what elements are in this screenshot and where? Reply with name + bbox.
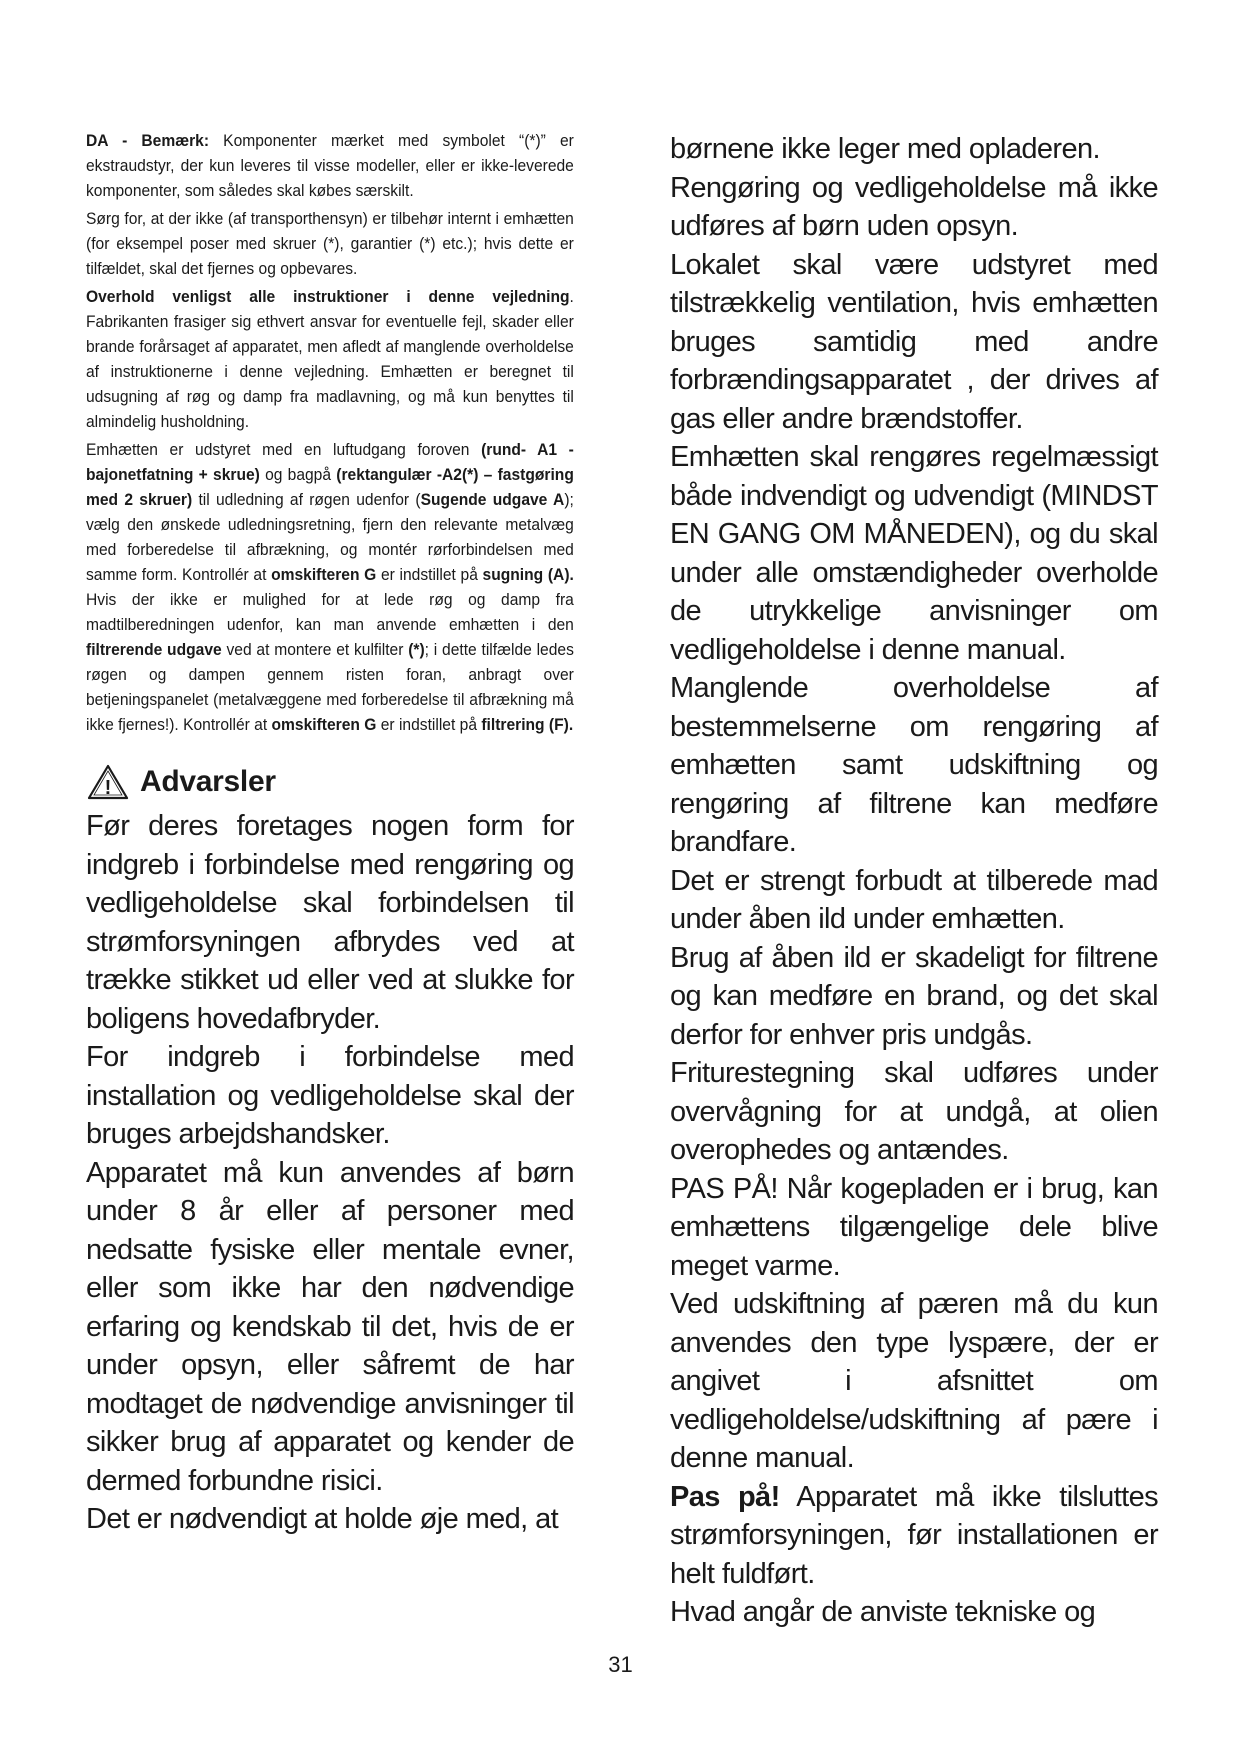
warning-paragraph: børnene ikke leger med opladeren.	[670, 133, 1100, 165]
notes-block	[86, 128, 574, 737]
warning-paragraph: Brug af åben ild er skadeligt for filtrene og kan medføre en brand, og det skal derfor for enhver pris undgås.	[670, 941, 1158, 1051]
warning-paragraph: Manglende overholdelse af bestemmelserne om rengøring af emhætten samt udskiftning og rengøring af filtrene kan medføre brandfare.	[670, 672, 1158, 858]
warnings-heading	[86, 763, 574, 801]
warning-paragraph: Friturestegning skal udføres under overvågning for at undgå, at olien overophedes og antændes.	[670, 1057, 1158, 1166]
warning-paragraph: Rengøring og vedligeholdelse må ikke udføres af børn uden opsyn.	[670, 171, 1158, 242]
page-number: 31	[608, 1652, 633, 1677]
warning-paragraph: Hvad angår de anviste tekniske og	[670, 1596, 1096, 1628]
note-paragraph: Overhold venligst alle instruktioner i denne vejledning. Fabrikanten frasiger sig ethvert ansvar for eventuelle fejl, skader eller brande forårsaget af apparatet, men afledt af manglende overholdelse af instruktionerne i denne vejledning. Emhætten er beregnet til udsugning af røg og damp fra madlavning, og må kun benyttes til almindelig husholdning.	[86, 287, 574, 431]
note-paragraph: Sørg for, at der ikke (af transporthensyn) er tilbehør internt i emhætten (for eksempel poser med skruer (*), garantier (*) etc.); hvis dette er tilfældet, skal det fjernes og opbevares.	[86, 209, 574, 278]
warning-paragraph: Det er strengt forbudt at tilberede mad under åben ild under emhætten.	[670, 864, 1158, 935]
note-paragraph: DA - Bemærk: Komponenter mærket med symbolet “(*)” er ekstraudstyr, der kun leveres til visse modeller, eller er ikke-leverede komponenter, som således skal købes særskilt.	[86, 131, 574, 200]
svg-text:!: !	[104, 777, 112, 799]
note-paragraph: Emhætten er udstyret med en luftudgang foroven (rund- A1 - bajonetfatning + skrue) og bagpå (rektangulær -A2(*) – fastgøring med 2 skruer) til udledning af røgen udenfor (Sugende udgave A); vælg den ønskede udledningsretning, fjern den relevante metalvæg med forberedelse til afbrækning, og montér rørforbindelsen med samme form. Kontrollér at omskifteren G er indstillet på sugning (A). Hvis der ikke er mulighed for at lede røg og damp fra madtilberedningen udenfor, kan man anvende emhætten i den filtrerende udgave ved at montere et kulfilter (*); i dette tilfælde ledes røgen og dampen gennem risten foran, anbragt over betjeningspanelet (metalvæggene med forberedelse til afbrækning må ikke fjernes!). Kontrollér at omskifteren G er indstillet på filtrering (F).	[86, 440, 574, 734]
warnings-title: Advarsler	[140, 765, 276, 798]
warning-paragraph: Lokalet skal være udstyret med tilstrækkelig ventilation, hvis emhætten bruges samtidig med andre forbrændingsapparatet , der drives af gas eller andre brændstoffer.	[670, 248, 1158, 435]
warning-paragraph: PAS PÅ! Når kogepladen er i brug, kan emhættens tilgængelige dele blive meget varme.	[670, 1172, 1158, 1282]
warning-paragraph: Det er nødvendigt at holde øje med, at	[86, 1503, 559, 1535]
warning-paragraph: Før deres foretages nogen form for indgreb i forbindelse med rengøring og vedligeholdelse skal forbindelsen til strømforsyningen afbrydes ved at trække stikket ud eller ved at slukke for boligens hovedafbryder.	[86, 810, 574, 1035]
warning-paragraph: Emhætten skal rengøres regelmæssigt både indvendigt og udvendigt (MINDST EN GANG OM MÅNEDEN), og du skal under alle omstændigheder overholde de utrykkelige anvisninger om vedligeholdelse i denne manual.	[670, 441, 1158, 666]
right-column	[670, 130, 1158, 1632]
warning-paragraph: For indgreb i forbindelse med installation og vedligeholdelse skal der bruges arbejdshandsker.	[86, 1041, 574, 1150]
warning-paragraph: Ved udskiftning af pæren må du kun anvendes den type lyspære, der er angivet i afsnittet om vedligeholdelse/udskiftning af pære i denne manual.	[670, 1288, 1158, 1474]
warning-paragraph: Pas på! Apparatet må ikke tilsluttes strømforsyningen, før installationen er helt fuldført.	[670, 1480, 1158, 1590]
warnings-left-text	[86, 807, 574, 1539]
left-column	[86, 128, 574, 1539]
warning-paragraph: Apparatet må kun anvendes af børn under 8 år eller af personer med nedsatte fysiske eller mentale evner, eller som ikke har den nødvendige erfaring og kendskab til det, hvis de er under opsyn, eller såfremt de har modtaget de nødvendige anvisninger til sikker brug af apparatet og kender de dermed forbundne risici.	[86, 1156, 574, 1497]
warning-triangle-icon	[86, 763, 130, 801]
